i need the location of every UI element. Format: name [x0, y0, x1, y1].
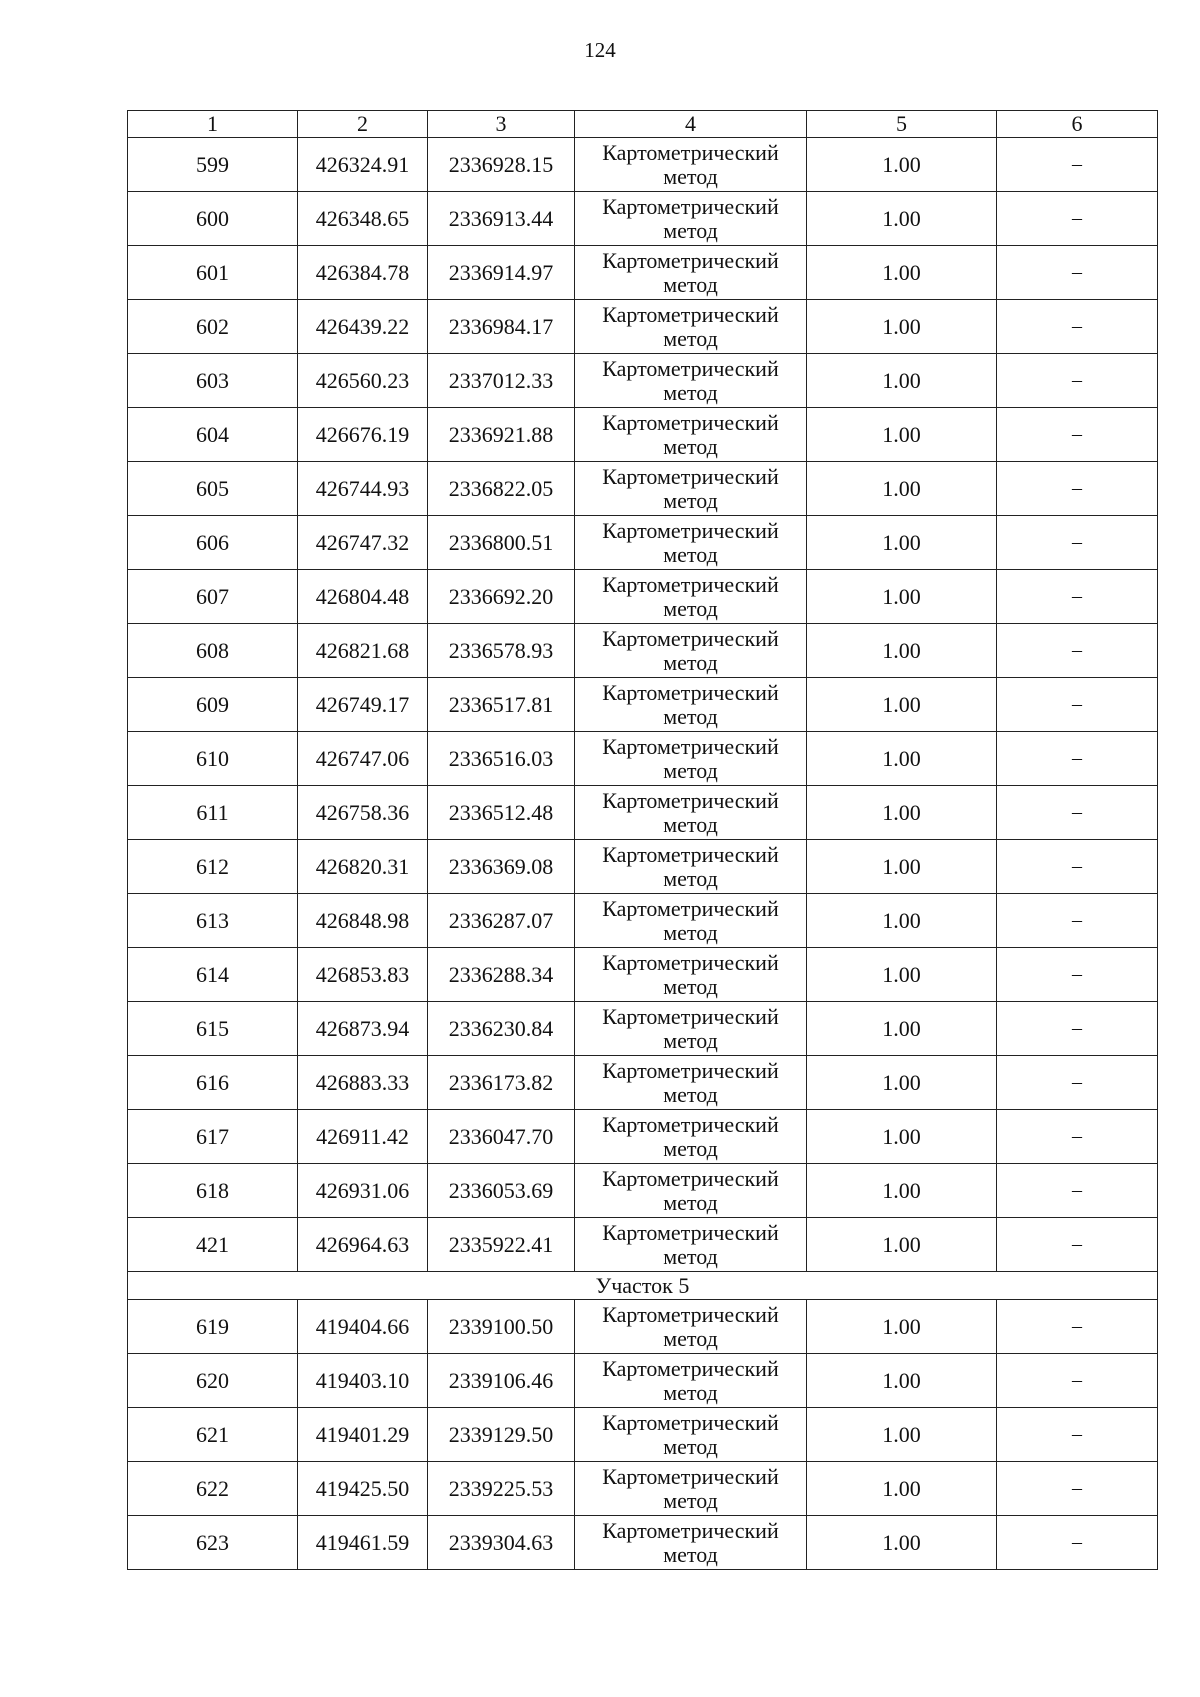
y-coordinate-cell: 2336287.07 — [428, 894, 575, 948]
method-text-line2: метод — [663, 1189, 718, 1215]
table-row — [128, 1300, 1158, 1354]
precision-cell: 1.00 — [807, 948, 997, 1002]
description-cell: – — [997, 354, 1158, 408]
coordinates-table — [127, 110, 1158, 1570]
x-coordinate-cell: 426883.33 — [298, 1056, 428, 1110]
method-cell — [575, 462, 807, 516]
method-text-line1: Картометрический — [602, 193, 779, 219]
method-text-line1: Картометрический — [602, 463, 779, 489]
method-text-line2: метод — [663, 487, 718, 513]
y-coordinate-cell: 2339225.53 — [428, 1462, 575, 1516]
method-cell — [575, 1462, 807, 1516]
table-row — [128, 1218, 1158, 1272]
table-row — [128, 786, 1158, 840]
table-row — [128, 1354, 1158, 1408]
method-cell — [575, 570, 807, 624]
point-number-cell: 421 — [128, 1218, 298, 1272]
precision-cell: 1.00 — [807, 246, 997, 300]
point-number-cell: 600 — [128, 192, 298, 246]
method-cell — [575, 192, 807, 246]
precision-cell: 1.00 — [807, 1110, 997, 1164]
x-coordinate-cell: 426931.06 — [298, 1164, 428, 1218]
method-text-line1: Картометрический — [602, 1057, 779, 1083]
method-text-line2: метод — [663, 1135, 718, 1161]
point-number-cell: 608 — [128, 624, 298, 678]
x-coordinate-cell: 426439.22 — [298, 300, 428, 354]
point-number-cell: 610 — [128, 732, 298, 786]
table-row — [128, 678, 1158, 732]
column-header: 4 — [575, 111, 807, 138]
table-row — [128, 1408, 1158, 1462]
precision-cell: 1.00 — [807, 1164, 997, 1218]
y-coordinate-cell: 2336288.34 — [428, 948, 575, 1002]
method-cell — [575, 1408, 807, 1462]
y-coordinate-cell: 2336921.88 — [428, 408, 575, 462]
y-coordinate-cell: 2339304.63 — [428, 1516, 575, 1570]
table-row — [128, 300, 1158, 354]
y-coordinate-cell: 2336516.03 — [428, 732, 575, 786]
method-text-line2: метод — [663, 271, 718, 297]
point-number-cell: 599 — [128, 138, 298, 192]
precision-cell: 1.00 — [807, 408, 997, 462]
table-row — [128, 246, 1158, 300]
method-cell — [575, 624, 807, 678]
method-text-line2: метод — [663, 325, 718, 351]
column-number-row — [128, 111, 1158, 138]
table-row — [128, 462, 1158, 516]
precision-cell: 1.00 — [807, 1408, 997, 1462]
method-text-line2: метод — [663, 595, 718, 621]
y-coordinate-cell: 2337012.33 — [428, 354, 575, 408]
x-coordinate-cell: 419461.59 — [298, 1516, 428, 1570]
point-number-cell: 606 — [128, 516, 298, 570]
precision-cell: 1.00 — [807, 1002, 997, 1056]
y-coordinate-cell: 2336517.81 — [428, 678, 575, 732]
precision-cell: 1.00 — [807, 192, 997, 246]
description-cell: – — [997, 948, 1158, 1002]
precision-cell: 1.00 — [807, 1300, 997, 1354]
y-coordinate-cell: 2336047.70 — [428, 1110, 575, 1164]
precision-cell: 1.00 — [807, 516, 997, 570]
page-number: 124 — [584, 38, 616, 62]
method-text-line1: Картометрический — [602, 517, 779, 543]
method-text-line2: метод — [663, 973, 718, 999]
x-coordinate-cell: 426853.83 — [298, 948, 428, 1002]
method-text-line2: метод — [663, 379, 718, 405]
method-cell — [575, 1002, 807, 1056]
description-cell: – — [997, 1462, 1158, 1516]
table-row — [128, 894, 1158, 948]
y-coordinate-cell: 2336913.44 — [428, 192, 575, 246]
precision-cell: 1.00 — [807, 678, 997, 732]
y-coordinate-cell: 2336822.05 — [428, 462, 575, 516]
method-cell — [575, 1300, 807, 1354]
method-text-line1: Картометрический — [602, 1355, 779, 1381]
x-coordinate-cell: 426821.68 — [298, 624, 428, 678]
method-cell — [575, 1164, 807, 1218]
y-coordinate-cell: 2336369.08 — [428, 840, 575, 894]
table-row — [128, 1516, 1158, 1570]
description-cell: – — [997, 1056, 1158, 1110]
point-number-cell: 619 — [128, 1300, 298, 1354]
description-cell: – — [997, 1516, 1158, 1570]
method-text-line2: метод — [663, 865, 718, 891]
method-cell — [575, 1218, 807, 1272]
y-coordinate-cell: 2336692.20 — [428, 570, 575, 624]
description-cell: – — [997, 840, 1158, 894]
point-number-cell: 621 — [128, 1408, 298, 1462]
method-text-line2: метод — [663, 433, 718, 459]
description-cell: – — [997, 1002, 1158, 1056]
method-text-line1: Картометрический — [602, 1301, 779, 1327]
point-number-cell: 614 — [128, 948, 298, 1002]
precision-cell: 1.00 — [807, 354, 997, 408]
point-number-cell: 601 — [128, 246, 298, 300]
point-number-cell: 620 — [128, 1354, 298, 1408]
point-number-cell: 602 — [128, 300, 298, 354]
point-number-cell: 613 — [128, 894, 298, 948]
method-text-line1: Картометрический — [602, 949, 779, 975]
method-text-line2: метод — [663, 757, 718, 783]
precision-cell: 1.00 — [807, 732, 997, 786]
table-row — [128, 1002, 1158, 1056]
method-text-line2: метод — [663, 1541, 718, 1567]
point-number-cell: 607 — [128, 570, 298, 624]
method-text-line1: Картометрический — [602, 355, 779, 381]
method-text-line2: метод — [663, 1081, 718, 1107]
section-header-row — [128, 1272, 1158, 1300]
precision-cell: 1.00 — [807, 894, 997, 948]
method-text-line2: метод — [663, 1487, 718, 1513]
point-number-cell: 622 — [128, 1462, 298, 1516]
description-cell: – — [997, 732, 1158, 786]
description-cell: – — [997, 570, 1158, 624]
x-coordinate-cell: 426820.31 — [298, 840, 428, 894]
x-coordinate-cell: 426560.23 — [298, 354, 428, 408]
table-row — [128, 570, 1158, 624]
precision-cell: 1.00 — [807, 624, 997, 678]
x-coordinate-cell: 426804.48 — [298, 570, 428, 624]
description-cell: – — [997, 192, 1158, 246]
method-cell — [575, 300, 807, 354]
description-cell: – — [997, 786, 1158, 840]
precision-cell: 1.00 — [807, 300, 997, 354]
y-coordinate-cell: 2336053.69 — [428, 1164, 575, 1218]
method-text-line1: Картометрический — [602, 625, 779, 651]
x-coordinate-cell: 426324.91 — [298, 138, 428, 192]
method-text-line1: Картометрический — [602, 571, 779, 597]
method-text-line1: Картометрический — [602, 1409, 779, 1435]
method-text-line2: метод — [663, 1433, 718, 1459]
method-text-line2: метод — [663, 163, 718, 189]
method-text-line2: метод — [663, 919, 718, 945]
description-cell: – — [997, 138, 1158, 192]
table-row — [128, 1462, 1158, 1516]
column-header: 3 — [428, 111, 575, 138]
x-coordinate-cell: 426747.06 — [298, 732, 428, 786]
y-coordinate-cell: 2339100.50 — [428, 1300, 575, 1354]
method-text-line2: метод — [663, 1027, 718, 1053]
x-coordinate-cell: 426848.98 — [298, 894, 428, 948]
point-number-cell: 618 — [128, 1164, 298, 1218]
description-cell: – — [997, 462, 1158, 516]
y-coordinate-cell: 2336173.82 — [428, 1056, 575, 1110]
table-row — [128, 624, 1158, 678]
precision-cell: 1.00 — [807, 840, 997, 894]
table-body — [128, 138, 1158, 1570]
description-cell: – — [997, 894, 1158, 948]
y-coordinate-cell: 2336578.93 — [428, 624, 575, 678]
table-row — [128, 1110, 1158, 1164]
description-cell: – — [997, 678, 1158, 732]
precision-cell: 1.00 — [807, 570, 997, 624]
method-text-line1: Картометрический — [602, 1111, 779, 1137]
y-coordinate-cell: 2336230.84 — [428, 1002, 575, 1056]
point-number-cell: 615 — [128, 1002, 298, 1056]
description-cell: – — [997, 1164, 1158, 1218]
point-number-cell: 609 — [128, 678, 298, 732]
column-header: 5 — [807, 111, 997, 138]
precision-cell: 1.00 — [807, 1354, 997, 1408]
description-cell: – — [997, 246, 1158, 300]
method-cell — [575, 408, 807, 462]
section-title: Участок 5 — [128, 1272, 1158, 1300]
method-cell — [575, 894, 807, 948]
description-cell: – — [997, 516, 1158, 570]
description-cell: – — [997, 1218, 1158, 1272]
x-coordinate-cell: 426747.32 — [298, 516, 428, 570]
method-cell — [575, 354, 807, 408]
point-number-cell: 617 — [128, 1110, 298, 1164]
method-text-line1: Картометрический — [602, 787, 779, 813]
method-text-line1: Картометрический — [602, 1517, 779, 1543]
method-cell — [575, 1056, 807, 1110]
method-cell — [575, 732, 807, 786]
method-text-line2: метод — [663, 649, 718, 675]
precision-cell: 1.00 — [807, 1462, 997, 1516]
x-coordinate-cell: 419403.10 — [298, 1354, 428, 1408]
table-row — [128, 732, 1158, 786]
method-text-line1: Картометрический — [602, 1165, 779, 1191]
description-cell: – — [997, 1110, 1158, 1164]
precision-cell: 1.00 — [807, 786, 997, 840]
description-cell: – — [997, 300, 1158, 354]
method-text-line1: Картометрический — [602, 1003, 779, 1029]
method-text-line2: метод — [663, 811, 718, 837]
y-coordinate-cell: 2335922.41 — [428, 1218, 575, 1272]
method-text-line1: Картометрический — [602, 1463, 779, 1489]
table-row — [128, 516, 1158, 570]
y-coordinate-cell: 2336914.97 — [428, 246, 575, 300]
point-number-cell: 604 — [128, 408, 298, 462]
method-text-line2: метод — [663, 217, 718, 243]
x-coordinate-cell: 419401.29 — [298, 1408, 428, 1462]
method-text-line2: метод — [663, 703, 718, 729]
x-coordinate-cell: 419425.50 — [298, 1462, 428, 1516]
precision-cell: 1.00 — [807, 1516, 997, 1570]
method-cell — [575, 516, 807, 570]
x-coordinate-cell: 426911.42 — [298, 1110, 428, 1164]
x-coordinate-cell: 426758.36 — [298, 786, 428, 840]
y-coordinate-cell: 2336928.15 — [428, 138, 575, 192]
method-cell — [575, 1516, 807, 1570]
column-header: 2 — [298, 111, 428, 138]
x-coordinate-cell: 426749.17 — [298, 678, 428, 732]
description-cell: – — [997, 1408, 1158, 1462]
precision-cell: 1.00 — [807, 1056, 997, 1110]
method-cell — [575, 948, 807, 1002]
point-number-cell: 623 — [128, 1516, 298, 1570]
method-text-line1: Картометрический — [602, 301, 779, 327]
table-row — [128, 840, 1158, 894]
description-cell: – — [997, 408, 1158, 462]
table-row — [128, 1164, 1158, 1218]
method-cell — [575, 786, 807, 840]
method-cell — [575, 1354, 807, 1408]
method-text-line1: Картометрический — [602, 841, 779, 867]
precision-cell: 1.00 — [807, 138, 997, 192]
x-coordinate-cell: 426964.63 — [298, 1218, 428, 1272]
method-cell — [575, 678, 807, 732]
point-number-cell: 611 — [128, 786, 298, 840]
table-row — [128, 354, 1158, 408]
description-cell: – — [997, 624, 1158, 678]
x-coordinate-cell: 426348.65 — [298, 192, 428, 246]
table-row — [128, 1056, 1158, 1110]
method-text-line1: Картометрический — [602, 247, 779, 273]
method-cell — [575, 138, 807, 192]
y-coordinate-cell: 2336984.17 — [428, 300, 575, 354]
y-coordinate-cell: 2339129.50 — [428, 1408, 575, 1462]
precision-cell: 1.00 — [807, 462, 997, 516]
table-row — [128, 408, 1158, 462]
precision-cell: 1.00 — [807, 1218, 997, 1272]
method-text-line1: Картометрический — [602, 139, 779, 165]
method-text-line2: метод — [663, 1379, 718, 1405]
method-text-line1: Картометрический — [602, 895, 779, 921]
table-row — [128, 138, 1158, 192]
point-number-cell: 605 — [128, 462, 298, 516]
x-coordinate-cell: 426384.78 — [298, 246, 428, 300]
method-cell — [575, 840, 807, 894]
point-number-cell: 612 — [128, 840, 298, 894]
method-text-line2: метод — [663, 541, 718, 567]
column-header: 6 — [997, 111, 1158, 138]
x-coordinate-cell: 426676.19 — [298, 408, 428, 462]
method-text-line1: Картометрический — [602, 409, 779, 435]
y-coordinate-cell: 2336800.51 — [428, 516, 575, 570]
method-text-line1: Картометрический — [602, 679, 779, 705]
method-text-line2: метод — [663, 1325, 718, 1351]
y-coordinate-cell: 2336512.48 — [428, 786, 575, 840]
description-cell: – — [997, 1354, 1158, 1408]
table-row — [128, 192, 1158, 246]
column-header: 1 — [128, 111, 298, 138]
description-cell: – — [997, 1300, 1158, 1354]
x-coordinate-cell: 426873.94 — [298, 1002, 428, 1056]
method-cell — [575, 1110, 807, 1164]
method-text-line1: Картометрический — [602, 733, 779, 759]
y-coordinate-cell: 2339106.46 — [428, 1354, 575, 1408]
method-text-line2: метод — [663, 1243, 718, 1269]
table-row — [128, 948, 1158, 1002]
method-cell — [575, 246, 807, 300]
point-number-cell: 616 — [128, 1056, 298, 1110]
x-coordinate-cell: 426744.93 — [298, 462, 428, 516]
point-number-cell: 603 — [128, 354, 298, 408]
method-text-line1: Картометрический — [602, 1219, 779, 1245]
x-coordinate-cell: 419404.66 — [298, 1300, 428, 1354]
